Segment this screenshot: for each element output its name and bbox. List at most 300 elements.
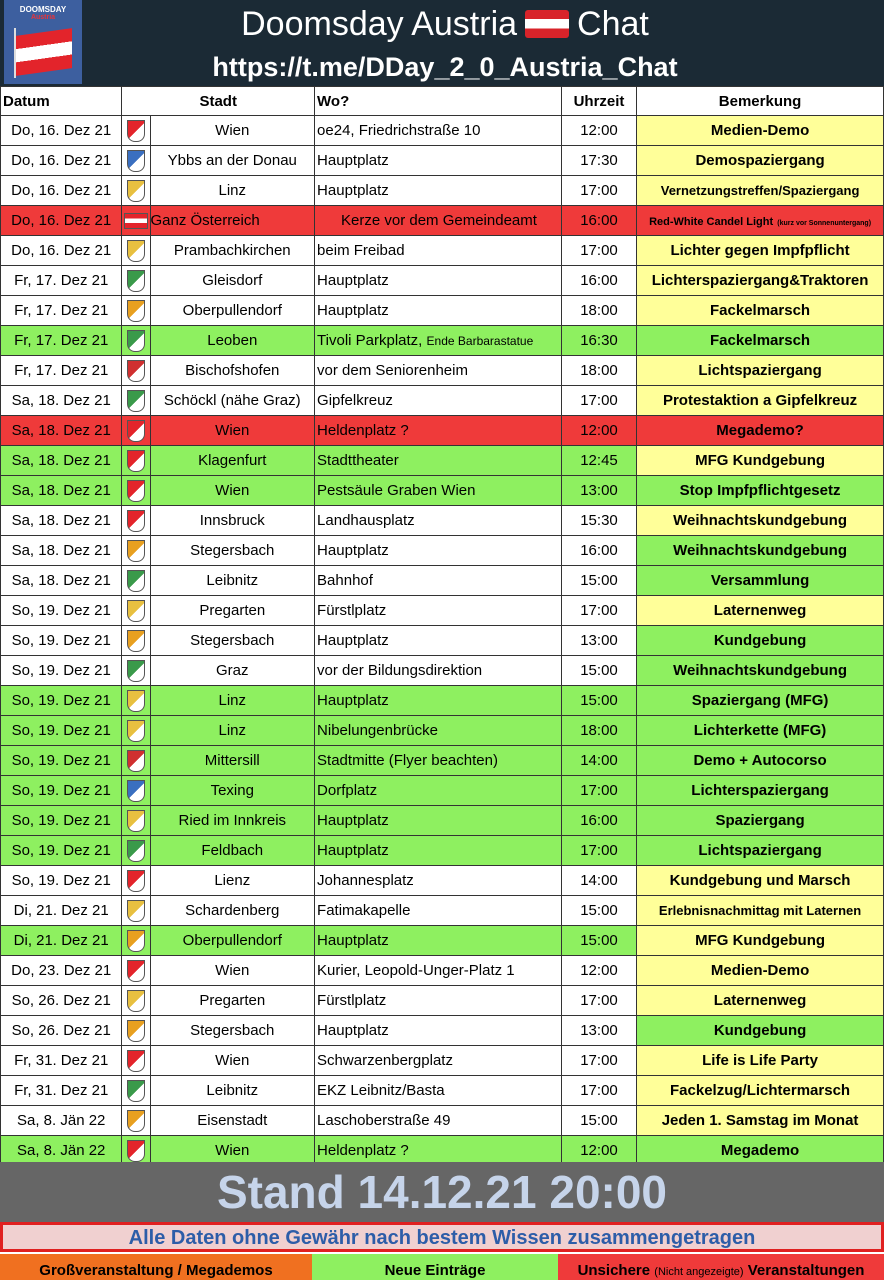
stand-timestamp: Stand 14.12.21 20:00: [0, 1162, 884, 1222]
coat-of-arms-icon: [124, 213, 148, 229]
coat-of-arms-icon: [127, 450, 145, 472]
cell-datum: Sa, 18. Dez 21: [1, 386, 122, 416]
table-row: [1, 266, 884, 296]
city-crest-icon: [122, 596, 150, 626]
cell-bemerkung: [637, 236, 884, 266]
location-text: Hauptplatz: [317, 632, 389, 649]
cell-wo: [315, 266, 562, 296]
remark-text: Lichtspaziergang: [698, 362, 822, 379]
cell-wo: [315, 956, 562, 986]
cell-stadt: Stegersbach: [150, 1016, 315, 1046]
table-row: [1, 866, 884, 896]
remark-text: Kundgebung und Marsch: [669, 872, 851, 889]
cell-bemerkung: [637, 416, 884, 446]
legend-label-tail: Veranstaltungen: [747, 1262, 865, 1279]
table-row: [1, 1106, 884, 1136]
location-text: Hauptplatz: [317, 842, 389, 859]
cell-uhrzeit: 15:00: [561, 1106, 636, 1136]
cell-datum: So, 19. Dez 21: [1, 656, 122, 686]
coat-of-arms-icon: [127, 750, 145, 772]
location-text: Hauptplatz: [317, 182, 389, 199]
cell-uhrzeit: 15:30: [561, 506, 636, 536]
city-crest-icon: [122, 986, 150, 1016]
location-note: Ende Barbarastatue: [426, 334, 534, 348]
cell-uhrzeit: 15:00: [561, 926, 636, 956]
location-text: Hauptplatz: [317, 302, 389, 319]
cell-uhrzeit: 16:00: [561, 536, 636, 566]
cell-datum: So, 19. Dez 21: [1, 866, 122, 896]
cell-datum: Fr, 17. Dez 21: [1, 326, 122, 356]
legend-label: Neue Einträge: [384, 1262, 486, 1279]
cell-wo: [315, 836, 562, 866]
cell-datum: Sa, 18. Dez 21: [1, 476, 122, 506]
remark-text: Lichtspaziergang: [698, 842, 822, 859]
header-stadt: Stadt: [122, 87, 315, 116]
cell-wo: [315, 1106, 562, 1136]
cell-stadt: Leibnitz: [150, 1076, 315, 1106]
cell-uhrzeit: 13:00: [561, 476, 636, 506]
cell-bemerkung: [637, 386, 884, 416]
cell-uhrzeit: 18:00: [561, 356, 636, 386]
cell-uhrzeit: 12:00: [561, 956, 636, 986]
cell-wo: [315, 146, 562, 176]
remark-text: Vernetzungstreffen/Spaziergang: [660, 183, 860, 198]
table-row: [1, 176, 884, 206]
cell-stadt: Prambachkirchen: [150, 236, 315, 266]
coat-of-arms-icon: [127, 540, 145, 562]
cell-datum: Sa, 18. Dez 21: [1, 506, 122, 536]
legend-label: Unsichere: [577, 1262, 651, 1279]
cell-datum: So, 19. Dez 21: [1, 776, 122, 806]
city-crest-icon: [122, 386, 150, 416]
table-row: [1, 416, 884, 446]
austria-flag-icon: [525, 10, 569, 38]
cell-wo: [315, 206, 562, 236]
city-crest-icon: [122, 836, 150, 866]
cell-bemerkung: [637, 776, 884, 806]
coat-of-arms-icon: [127, 270, 145, 292]
cell-bemerkung: [637, 446, 884, 476]
cell-bemerkung: [637, 116, 884, 146]
location-text: Nibelungenbrücke: [317, 722, 438, 739]
remark-text: Lichterspaziergang: [691, 782, 829, 799]
remark-text: Demospaziergang: [695, 152, 825, 169]
city-crest-icon: [122, 116, 150, 146]
cell-datum: Do, 16. Dez 21: [1, 206, 122, 236]
city-crest-icon: [122, 656, 150, 686]
location-text: Hauptplatz: [317, 932, 389, 949]
cell-datum: So, 26. Dez 21: [1, 1016, 122, 1046]
cell-datum: So, 19. Dez 21: [1, 686, 122, 716]
coat-of-arms-icon: [127, 780, 145, 802]
cell-wo: [315, 446, 562, 476]
remark-text: Lichterkette (MFG): [693, 722, 827, 739]
cell-datum: Fr, 17. Dez 21: [1, 356, 122, 386]
cell-bemerkung: [637, 536, 884, 566]
cell-wo: [315, 746, 562, 776]
city-crest-icon: [122, 626, 150, 656]
location-text: Gipfelkreuz: [317, 392, 393, 409]
cell-datum: So, 19. Dez 21: [1, 596, 122, 626]
location-text: Kerze vor dem Gemeindeamt: [341, 212, 537, 229]
cell-stadt: Lienz: [150, 866, 315, 896]
remark-text: Stop Impfpflichtgesetz: [679, 482, 841, 499]
coat-of-arms-icon: [127, 690, 145, 712]
coat-of-arms-icon: [127, 180, 145, 202]
cell-stadt: Stegersbach: [150, 626, 315, 656]
header-uhrzeit: Uhrzeit: [561, 87, 636, 116]
table-row: [1, 596, 884, 626]
title-right: Chat: [577, 5, 649, 43]
cell-bemerkung: [637, 956, 884, 986]
cell-wo: [315, 1076, 562, 1106]
location-text: Pestsäule Graben Wien: [317, 482, 476, 499]
cell-datum: Fr, 31. Dez 21: [1, 1046, 122, 1076]
coat-of-arms-icon: [127, 630, 145, 652]
cell-bemerkung: [637, 476, 884, 506]
city-crest-icon: [122, 266, 150, 296]
cell-bemerkung: [637, 146, 884, 176]
cell-bemerkung: [637, 296, 884, 326]
remark-text: Weihnachtskundgebung: [673, 512, 848, 529]
cell-uhrzeit: 17:00: [561, 176, 636, 206]
cell-stadt: Leibnitz: [150, 566, 315, 596]
coat-of-arms-icon: [127, 360, 145, 382]
cell-stadt: Pregarten: [150, 596, 315, 626]
cell-stadt: Eisenstadt: [150, 1106, 315, 1136]
cell-uhrzeit: 17:00: [561, 986, 636, 1016]
remark-text: Fackelmarsch: [710, 332, 811, 349]
coat-of-arms-icon: [127, 390, 145, 412]
table-row: [1, 386, 884, 416]
table-row: [1, 746, 884, 776]
coat-of-arms-icon: [127, 570, 145, 592]
cell-stadt: Klagenfurt: [150, 446, 315, 476]
location-text: EKZ Leibnitz/Basta: [317, 1082, 445, 1099]
table-row: [1, 146, 884, 176]
location-text: Fürstlplatz: [317, 992, 387, 1009]
location-text: Heldenplatz ?: [317, 422, 409, 439]
cell-bemerkung: [637, 596, 884, 626]
cell-wo: [315, 296, 562, 326]
location-text: Hauptplatz: [317, 1022, 389, 1039]
cell-bemerkung: [637, 1046, 884, 1076]
remark-text: Protestaktion a Gipfelkreuz: [662, 392, 858, 409]
cell-wo: [315, 386, 562, 416]
remark-note: (kurz vor Sonnenuntergang): [777, 220, 872, 227]
header-bemerkung: Bemerkung: [637, 87, 884, 116]
table-row: [1, 236, 884, 266]
cell-uhrzeit: 12:00: [561, 116, 636, 146]
table-row: [1, 1136, 884, 1166]
cell-datum: Sa, 18. Dez 21: [1, 566, 122, 596]
cell-stadt: Oberpullendorf: [150, 296, 315, 326]
cell-uhrzeit: 12:00: [561, 1136, 636, 1166]
city-crest-icon: [122, 296, 150, 326]
cell-datum: Do, 16. Dez 21: [1, 176, 122, 206]
coat-of-arms-icon: [127, 480, 145, 502]
cell-wo: [315, 776, 562, 806]
cell-wo: [315, 596, 562, 626]
remark-text: Fackelmarsch: [710, 302, 811, 319]
city-crest-icon: [122, 866, 150, 896]
cell-uhrzeit: 12:45: [561, 446, 636, 476]
coat-of-arms-icon: [127, 120, 145, 142]
coat-of-arms-icon: [127, 990, 145, 1012]
cell-stadt: Innsbruck: [150, 506, 315, 536]
title-left: Doomsday Austria: [241, 5, 518, 43]
coat-of-arms-icon: [127, 1050, 145, 1072]
cell-bemerkung: [637, 806, 884, 836]
table-row: [1, 896, 884, 926]
remark-text: Lichter gegen Impfpflicht: [670, 242, 850, 259]
coat-of-arms-icon: [127, 900, 145, 922]
cell-bemerkung: [637, 656, 884, 686]
coat-of-arms-icon: [127, 720, 145, 742]
cell-uhrzeit: 18:00: [561, 296, 636, 326]
location-text: Fürstlplatz: [317, 602, 387, 619]
cell-bemerkung: [637, 626, 884, 656]
cell-datum: Sa, 18. Dez 21: [1, 536, 122, 566]
city-crest-icon: [122, 806, 150, 836]
cell-stadt: Schöckl (nähe Graz): [150, 386, 315, 416]
remark-text: Weihnachtskundgebung: [673, 662, 848, 679]
city-crest-icon: [122, 206, 150, 236]
cell-datum: Fr, 31. Dez 21: [1, 1076, 122, 1106]
city-crest-icon: [122, 896, 150, 926]
table-header-row: [1, 87, 884, 116]
table-row: [1, 446, 884, 476]
city-crest-icon: [122, 326, 150, 356]
cell-datum: Sa, 8. Jän 22: [1, 1106, 122, 1136]
remark-text: Megademo: [720, 1142, 800, 1159]
cell-bemerkung: [637, 326, 884, 356]
remark-text: Weihnachtskundgebung: [673, 542, 848, 559]
remark-text: Kundgebung: [713, 1022, 807, 1039]
cell-uhrzeit: 17:00: [561, 836, 636, 866]
cell-datum: So, 19. Dez 21: [1, 716, 122, 746]
cell-bemerkung: [637, 866, 884, 896]
table-row: [1, 1076, 884, 1106]
city-crest-icon: [122, 686, 150, 716]
cell-stadt: Schardenberg: [150, 896, 315, 926]
cell-uhrzeit: 17:00: [561, 236, 636, 266]
austria-flag-icon: [16, 28, 72, 76]
cell-uhrzeit: 17:00: [561, 1076, 636, 1106]
disclaimer: Alle Daten ohne Gewähr nach bestem Wissen zusammengetragen: [0, 1222, 884, 1252]
coat-of-arms-icon: [127, 240, 145, 262]
cell-uhrzeit: 16:00: [561, 266, 636, 296]
city-crest-icon: [122, 356, 150, 386]
cell-datum: Di, 21. Dez 21: [1, 896, 122, 926]
cell-wo: [315, 416, 562, 446]
remark-text: Spaziergang: [715, 812, 805, 829]
cell-bemerkung: [637, 356, 884, 386]
remark-text: Megademo?: [716, 422, 804, 439]
remark-text: MFG Kundgebung: [695, 932, 826, 949]
cell-wo: [315, 716, 562, 746]
cell-stadt: Wien: [150, 1046, 315, 1076]
remark-text: Kundgebung: [713, 632, 807, 649]
remark-text: Life is Life Party: [702, 1052, 818, 1069]
city-crest-icon: [122, 566, 150, 596]
table-row: [1, 296, 884, 326]
location-text: Stadtmitte (Flyer beachten): [317, 752, 498, 769]
coat-of-arms-icon: [127, 930, 145, 952]
cell-uhrzeit: 15:00: [561, 566, 636, 596]
cell-stadt: Wien: [150, 476, 315, 506]
table-row: [1, 656, 884, 686]
cell-datum: Sa, 18. Dez 21: [1, 446, 122, 476]
legend: [0, 1254, 884, 1280]
coat-of-arms-icon: [127, 600, 145, 622]
cell-bemerkung: [637, 176, 884, 206]
table-row: [1, 716, 884, 746]
cell-wo: [315, 566, 562, 596]
cell-stadt: Bischofshofen: [150, 356, 315, 386]
legend-label: Großveranstaltung / Megademos: [39, 1262, 273, 1279]
coat-of-arms-icon: [127, 300, 145, 322]
logo-text: DOOMSDAY: [19, 5, 67, 14]
table-row: [1, 1046, 884, 1076]
cell-bemerkung: [637, 206, 884, 236]
remark-text: Laternenweg: [713, 992, 807, 1009]
table-row: [1, 326, 884, 356]
doomsday-logo: [4, 0, 82, 84]
cell-bemerkung: [637, 896, 884, 926]
cell-datum: Fr, 17. Dez 21: [1, 296, 122, 326]
cell-bemerkung: [637, 686, 884, 716]
cell-stadt: Ganz Österreich: [150, 206, 315, 236]
cell-bemerkung: [637, 746, 884, 776]
location-text: Tivoli Parkplatz,: [317, 332, 423, 349]
cell-bemerkung: [637, 986, 884, 1016]
cell-bemerkung: [637, 1016, 884, 1046]
location-text: Heldenplatz ?: [317, 1142, 409, 1159]
coat-of-arms-icon: [127, 1020, 145, 1042]
cell-datum: Sa, 8. Jän 22: [1, 1136, 122, 1166]
city-crest-icon: [122, 776, 150, 806]
cell-stadt: Texing: [150, 776, 315, 806]
location-text: Bahnhof: [317, 572, 373, 589]
table-row: [1, 536, 884, 566]
cell-uhrzeit: 12:00: [561, 416, 636, 446]
cell-stadt: Oberpullendorf: [150, 926, 315, 956]
cell-datum: Do, 16. Dez 21: [1, 116, 122, 146]
cell-stadt: Wien: [150, 956, 315, 986]
cell-bemerkung: [637, 566, 884, 596]
remark-text: MFG Kundgebung: [695, 452, 826, 469]
cell-uhrzeit: 17:00: [561, 1046, 636, 1076]
cell-stadt: Linz: [150, 686, 315, 716]
city-crest-icon: [122, 1136, 150, 1166]
cell-uhrzeit: 17:00: [561, 386, 636, 416]
coat-of-arms-icon: [127, 1080, 145, 1102]
coat-of-arms-icon: [127, 330, 145, 352]
cell-bemerkung: [637, 266, 884, 296]
remark-text: Red-White Candel Light: [649, 216, 774, 228]
coat-of-arms-icon: [127, 1140, 145, 1162]
cell-wo: [315, 806, 562, 836]
cell-uhrzeit: 15:00: [561, 896, 636, 926]
cell-uhrzeit: 13:00: [561, 626, 636, 656]
location-text: vor der Bildungsdirektion: [317, 662, 483, 679]
table-row: [1, 686, 884, 716]
location-text: Kurier, Leopold-Unger-Platz 1: [317, 962, 515, 979]
city-crest-icon: [122, 476, 150, 506]
table-row: [1, 1016, 884, 1046]
cell-uhrzeit: 14:00: [561, 746, 636, 776]
cell-datum: So, 19. Dez 21: [1, 626, 122, 656]
city-crest-icon: [122, 236, 150, 266]
cell-uhrzeit: 16:30: [561, 326, 636, 356]
chat-link[interactable]: https://t.me/DDay_2_0_Austria_Chat: [212, 52, 678, 82]
remark-text: Demo + Autocorso: [693, 752, 827, 769]
cell-bemerkung: [637, 716, 884, 746]
cell-datum: Sa, 18. Dez 21: [1, 416, 122, 446]
location-text: Hauptplatz: [317, 272, 389, 289]
cell-stadt: Pregarten: [150, 986, 315, 1016]
cell-wo: [315, 866, 562, 896]
cell-stadt: Leoben: [150, 326, 315, 356]
cell-datum: So, 19. Dez 21: [1, 746, 122, 776]
header-datum: Datum: [1, 87, 122, 116]
page-title: [90, 4, 800, 44]
coat-of-arms-icon: [127, 810, 145, 832]
city-crest-icon: [122, 746, 150, 776]
city-crest-icon: [122, 506, 150, 536]
legend-item-new: [312, 1254, 558, 1280]
city-crest-icon: [122, 416, 150, 446]
cell-wo: [315, 1136, 562, 1166]
city-crest-icon: [122, 446, 150, 476]
table-row: [1, 926, 884, 956]
coat-of-arms-icon: [127, 510, 145, 532]
city-crest-icon: [122, 1046, 150, 1076]
cell-uhrzeit: 13:00: [561, 1016, 636, 1046]
cell-stadt: Ybbs an der Donau: [150, 146, 315, 176]
cell-wo: [315, 536, 562, 566]
cell-uhrzeit: 15:00: [561, 686, 636, 716]
location-text: Landhausplatz: [317, 512, 415, 529]
cell-uhrzeit: 17:00: [561, 776, 636, 806]
cell-wo: [315, 926, 562, 956]
table-row: [1, 626, 884, 656]
cell-wo: [315, 176, 562, 206]
cell-stadt: Gleisdorf: [150, 266, 315, 296]
cell-uhrzeit: 18:00: [561, 716, 636, 746]
remark-text: Versammlung: [710, 572, 810, 589]
cell-uhrzeit: 16:00: [561, 206, 636, 236]
cell-datum: So, 19. Dez 21: [1, 806, 122, 836]
coat-of-arms-icon: [127, 660, 145, 682]
cell-uhrzeit: 17:30: [561, 146, 636, 176]
cell-bemerkung: [637, 506, 884, 536]
table-row: [1, 956, 884, 986]
remark-text: Medien-Demo: [710, 122, 810, 139]
cell-uhrzeit: 15:00: [561, 656, 636, 686]
cell-wo: [315, 626, 562, 656]
remark-text: Jeden 1. Samstag im Monat: [661, 1112, 859, 1129]
cell-wo: [315, 1016, 562, 1046]
remark-text: Laternenweg: [713, 602, 807, 619]
location-text: Hauptplatz: [317, 542, 389, 559]
coat-of-arms-icon: [127, 840, 145, 862]
legend-item-megademos: [0, 1254, 312, 1280]
location-text: Dorfplatz: [317, 782, 378, 799]
cell-bemerkung: [637, 1076, 884, 1106]
cell-stadt: Stegersbach: [150, 536, 315, 566]
